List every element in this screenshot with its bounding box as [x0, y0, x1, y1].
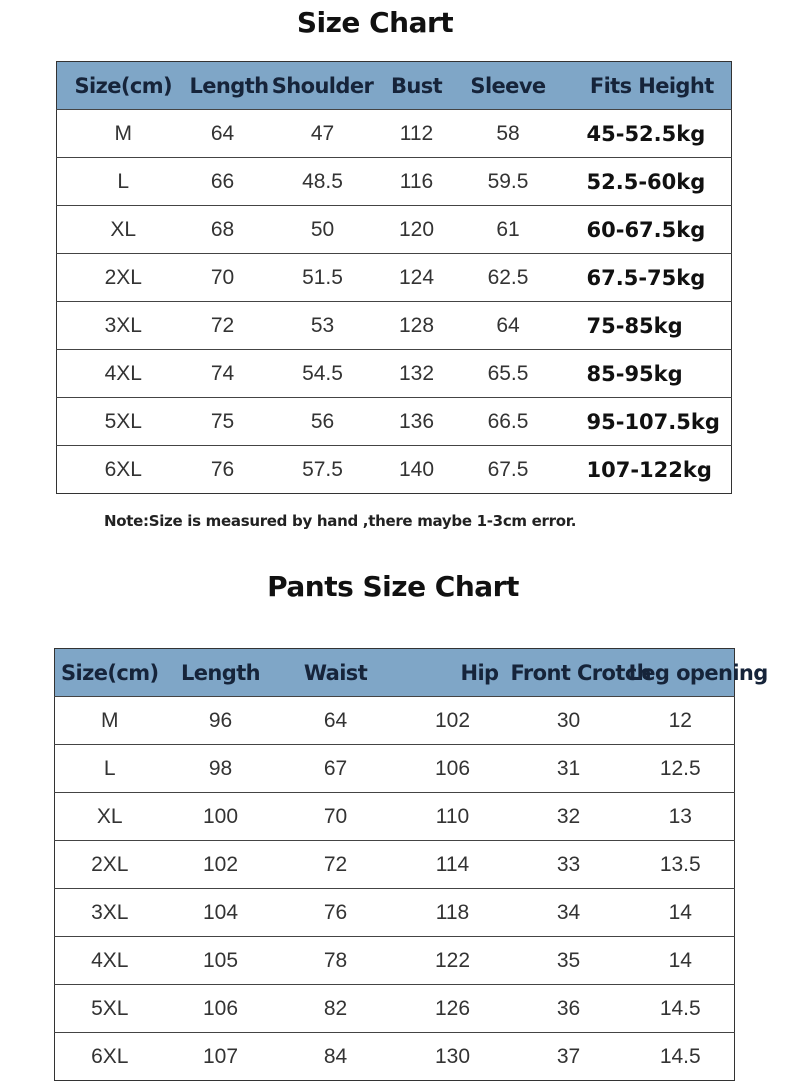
length-cell: 72: [190, 302, 256, 350]
length-cell: 74: [190, 350, 256, 398]
measurement-note: Note:Size is measured by hand ,there maybe 1-3cm error.: [104, 512, 577, 530]
hip-cell: 110: [395, 793, 511, 841]
sleeve-cell: 66.5: [444, 398, 573, 446]
header-front-crotch: Front Crotch: [510, 660, 652, 685]
header-waist: Waist: [303, 660, 368, 685]
fits-height-cell: 75-85kg: [573, 302, 732, 350]
table-row: [57, 398, 732, 446]
fits-height-cell: 85-95kg: [573, 350, 732, 398]
size-cell: 6XL: [55, 1033, 165, 1081]
bust-cell: 112: [390, 110, 444, 158]
header-bust: Bust: [390, 73, 443, 98]
sleeve-cell: 65.5: [444, 350, 573, 398]
table-row: [57, 206, 732, 254]
waist-cell: 78: [277, 937, 395, 985]
size-cell: 2XL: [57, 254, 190, 302]
shoulder-cell: 47: [256, 110, 390, 158]
bust-cell: 120: [390, 206, 444, 254]
length-cell: 102: [165, 841, 277, 889]
fits-height-cell: 52.5-60kg: [573, 158, 732, 206]
size-cell: M: [57, 110, 190, 158]
header-size: Size(cm): [60, 660, 159, 685]
length-cell: 106: [165, 985, 277, 1033]
tops-table-body: [57, 110, 732, 494]
sleeve-cell: 61: [444, 206, 573, 254]
bust-cell: 116: [390, 158, 444, 206]
pants-size-table: [54, 648, 768, 1081]
hip-cell: 122: [395, 937, 511, 985]
size-cell: XL: [57, 206, 190, 254]
length-cell: 64: [190, 110, 256, 158]
bust-cell: 132: [390, 350, 444, 398]
waist-cell: 82: [277, 985, 395, 1033]
table-row: [57, 254, 732, 302]
length-cell: 96: [165, 697, 277, 745]
length-cell: 66: [190, 158, 256, 206]
table-row: [57, 446, 732, 494]
shoulder-cell: 48.5: [256, 158, 390, 206]
front-crotch-cell: 31: [511, 745, 627, 793]
bust-cell: 140: [390, 446, 444, 494]
header-size: Size(cm): [74, 73, 172, 98]
pants-table-body: [55, 697, 735, 1081]
size-cell: 2XL: [55, 841, 165, 889]
hip-cell: 114: [395, 841, 511, 889]
shoulder-cell: 57.5: [256, 446, 390, 494]
sleeve-cell: 67.5: [444, 446, 573, 494]
length-cell: 75: [190, 398, 256, 446]
table-header-row: [57, 62, 732, 110]
header-sleeve: Sleeve: [470, 73, 546, 98]
fits-height-cell: 67.5-75kg: [573, 254, 732, 302]
size-cell: M: [55, 697, 165, 745]
hip-cell: 102: [395, 697, 511, 745]
length-cell: 70: [190, 254, 256, 302]
leg-opening-cell: 13.5: [627, 841, 735, 889]
size-cell: XL: [55, 793, 165, 841]
table-row: [55, 745, 735, 793]
pants-size-chart-title: Pants Size Chart: [267, 570, 519, 603]
leg-opening-cell: 14.5: [627, 1033, 735, 1081]
hip-cell: 126: [395, 985, 511, 1033]
leg-opening-cell: 14: [627, 889, 735, 937]
length-cell: 98: [165, 745, 277, 793]
length-cell: 104: [165, 889, 277, 937]
fits-height-cell: 60-67.5kg: [573, 206, 732, 254]
sleeve-cell: 58: [444, 110, 573, 158]
size-cell: 4XL: [57, 350, 190, 398]
front-crotch-cell: 32: [511, 793, 627, 841]
size-chart-title: Size Chart: [296, 6, 454, 39]
header-leg-opening: Leg opening: [628, 660, 768, 685]
leg-opening-cell: 12: [627, 697, 735, 745]
shoulder-cell: 56: [256, 398, 390, 446]
table-row: [57, 350, 732, 398]
shoulder-cell: 54.5: [256, 350, 390, 398]
front-crotch-cell: 33: [511, 841, 627, 889]
front-crotch-cell: 34: [511, 889, 627, 937]
size-cell: 5XL: [55, 985, 165, 1033]
bust-cell: 124: [390, 254, 444, 302]
fits-height-cell: 107-122kg: [573, 446, 732, 494]
hip-cell: 130: [395, 1033, 511, 1081]
table-row: [57, 110, 732, 158]
size-cell: 6XL: [57, 446, 190, 494]
front-crotch-cell: 35: [511, 937, 627, 985]
leg-opening-cell: 14: [627, 937, 735, 985]
size-cell: 3XL: [57, 302, 190, 350]
sleeve-cell: 64: [444, 302, 573, 350]
waist-cell: 64: [277, 697, 395, 745]
table-row: [55, 937, 735, 985]
table-row: [55, 793, 735, 841]
front-crotch-cell: 37: [511, 1033, 627, 1081]
hip-cell: 118: [395, 889, 511, 937]
front-crotch-cell: 36: [511, 985, 627, 1033]
length-cell: 105: [165, 937, 277, 985]
front-crotch-cell: 30: [511, 697, 627, 745]
fits-height-cell: 45-52.5kg: [573, 110, 732, 158]
sleeve-cell: 62.5: [444, 254, 573, 302]
header-fits-height: Fits Height: [589, 73, 714, 98]
length-cell: 107: [165, 1033, 277, 1081]
size-cell: 5XL: [57, 398, 190, 446]
waist-cell: 70: [277, 793, 395, 841]
size-cell: L: [57, 158, 190, 206]
waist-cell: 72: [277, 841, 395, 889]
table-row: [57, 158, 732, 206]
hip-cell: 106: [395, 745, 511, 793]
size-cell: 4XL: [55, 937, 165, 985]
shoulder-cell: 50: [256, 206, 390, 254]
length-cell: 76: [190, 446, 256, 494]
fits-height-cell: 95-107.5kg: [573, 398, 732, 446]
size-cell: 3XL: [55, 889, 165, 937]
tops-size-table: [56, 61, 732, 494]
length-cell: 68: [190, 206, 256, 254]
waist-cell: 67: [277, 745, 395, 793]
shoulder-cell: 53: [256, 302, 390, 350]
size-cell: L: [55, 745, 165, 793]
table-row: [55, 697, 735, 745]
table-row: [55, 889, 735, 937]
leg-opening-cell: 13: [627, 793, 735, 841]
table-row: [55, 985, 735, 1033]
table-row: [55, 841, 735, 889]
bust-cell: 128: [390, 302, 444, 350]
header-length: Length: [181, 660, 260, 685]
bust-cell: 136: [390, 398, 444, 446]
shoulder-cell: 51.5: [256, 254, 390, 302]
waist-cell: 84: [277, 1033, 395, 1081]
length-cell: 100: [165, 793, 277, 841]
header-shoulder: Shoulder: [271, 73, 374, 98]
header-length: Length: [189, 73, 269, 98]
table-row: [57, 302, 732, 350]
sleeve-cell: 59.5: [444, 158, 573, 206]
leg-opening-cell: 12.5: [627, 745, 735, 793]
table-header-row: [55, 649, 735, 697]
table-row: [55, 1033, 735, 1081]
waist-cell: 76: [277, 889, 395, 937]
header-hip: Hip: [460, 660, 499, 685]
leg-opening-cell: 14.5: [627, 985, 735, 1033]
